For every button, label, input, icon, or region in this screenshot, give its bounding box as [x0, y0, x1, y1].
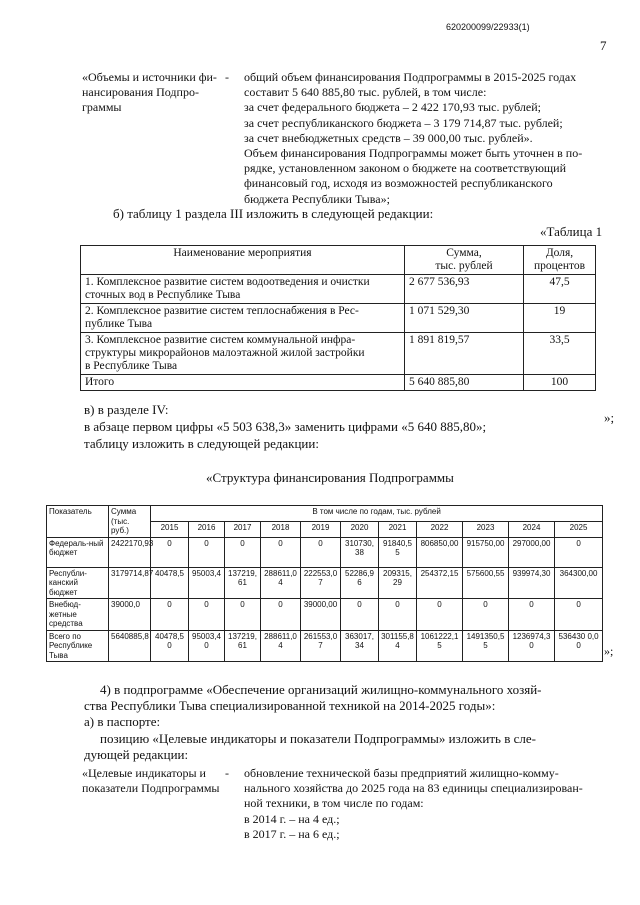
item-b: б) таблицу 1 раздела III изложить в следующей редакции: — [113, 206, 434, 221]
table1-cell: 19 — [524, 304, 596, 333]
table2-row-sum: 3179714,87 — [109, 567, 151, 599]
volumes-line: рядке, установленном законом о бюджете на соответствующий — [244, 161, 566, 176]
table2-cell: 297000,00 — [509, 537, 555, 567]
table2-cell: 288611,04 — [261, 630, 301, 662]
targets-dash: - — [225, 766, 229, 780]
volumes-line: за счет республиканского бюджета – 3 179 714,87 тыс. рублей; — [244, 115, 563, 130]
table2-cell: 0 — [151, 537, 189, 567]
volumes-text — [244, 70, 604, 207]
volumes-dash: - — [225, 70, 229, 84]
table2-cell: 0 — [261, 599, 301, 631]
table-row — [81, 275, 596, 304]
table1-header-cell: Наименование мероприятия — [81, 246, 405, 275]
table1-closing: »; — [604, 410, 615, 425]
table2-cell: 222553,07 — [301, 567, 341, 599]
targets-text — [244, 766, 604, 842]
table2-cell: 0 — [555, 599, 603, 631]
item-v-line2: в абзаце первом цифры «5 503 638,3» заменить цифрами «5 640 885,80»; — [84, 419, 487, 434]
table1-cell: 33,5 — [524, 333, 596, 375]
table2-cell: 91840,55 — [379, 537, 417, 567]
item-4-line2: ства Республики Тыва специализированной техникой на 2014-2025 годы»: — [84, 698, 496, 713]
table2-row-label: Всего по Республике Тыва — [47, 630, 109, 662]
volumes-line: бюджета Республики Тыва»; — [244, 191, 390, 206]
table2-cell: 39000,00 — [301, 599, 341, 631]
targets-label: «Целевые индикаторы и показатели Подпрограммы — [82, 766, 220, 796]
table2-cell: 310730,38 — [341, 537, 379, 567]
table2-year-header: 2025 — [555, 521, 603, 537]
table2-row-label: Внебюд-жетные средства — [47, 599, 109, 631]
table1-cell: 2. Комплексное развитие систем теплоснабжения в Рес- публике Тыва — [81, 304, 405, 333]
table1-header — [81, 246, 596, 275]
table1-cell: 3. Комплексное развитие систем коммунальной инфра- структуры микрорайонов малоэтажной жилой застройки в Республике Тыва — [81, 333, 405, 375]
table2-row-sum: 5640885,8 — [109, 630, 151, 662]
table1-cell: 1. Комплексное развитие систем водоотведения и очистки сточных вод в Республике Тыва — [81, 275, 405, 304]
table2-cell: 0 — [463, 599, 509, 631]
table2-cell: 0 — [341, 599, 379, 631]
table-row — [47, 599, 603, 631]
table2-cell: 939974,30 — [509, 567, 555, 599]
table2-row-label: Федераль-ный бюджет — [47, 537, 109, 567]
table1-header-cell: Доля, процентов — [524, 246, 596, 275]
table2-year-header: 2021 — [379, 521, 417, 537]
table2-cell: 0 — [225, 537, 261, 567]
targets-line: нального хозяйства до 2025 года на 83 единицы специализирован- — [244, 781, 583, 796]
table2-cell: 40478,50 — [151, 630, 189, 662]
table1 — [80, 245, 596, 391]
table2-cell: 288611,04 — [261, 567, 301, 599]
item-4-position-line2: дующей редакции: — [84, 747, 189, 762]
table2-year-header: 2016 — [189, 521, 225, 537]
table1-cell: 1 891 819,57 — [405, 333, 524, 375]
table-row — [47, 567, 603, 599]
table2-year-header: 2019 — [301, 521, 341, 537]
table2-cell: 0 — [189, 537, 225, 567]
table2-header-sum: Сумма (тыс. руб.) — [109, 506, 151, 538]
table2-header-indicator: Показатель — [47, 506, 109, 538]
table2-cell: 915750,00 — [463, 537, 509, 567]
table1-cell: 47,5 — [524, 275, 596, 304]
table2-title: «Структура финансирования Подпрограммы — [206, 470, 454, 485]
table2-cell: 0 — [225, 599, 261, 631]
table2-header-years: В том числе по годам, тыс. рублей — [151, 506, 603, 522]
table2-cell: 1236974,30 — [509, 630, 555, 662]
table1-cell: 100 — [524, 375, 596, 391]
table2-row-label: Республи-канский бюджет — [47, 567, 109, 599]
table2-cell: 137219,61 — [225, 630, 261, 662]
table1-cell: 5 640 885,80 — [405, 375, 524, 391]
volumes-line: за счет федерального бюджета – 2 422 170,93 тыс. рублей; — [244, 100, 542, 115]
table2-cell: 0 — [379, 599, 417, 631]
table2-year-header: 2024 — [509, 521, 555, 537]
table2-year-header: 2022 — [417, 521, 463, 537]
table2-cell: 0 — [189, 599, 225, 631]
table2-year-header: 2023 — [463, 521, 509, 537]
table2-cell: 301155,84 — [379, 630, 417, 662]
table2-cell: 806850,00 — [417, 537, 463, 567]
table2-closing: »; — [604, 644, 614, 658]
volumes-line: финансовый год, исходя из возможностей республиканского — [244, 176, 553, 191]
volumes-line: общий объем финансирования Подпрограммы в 2015-2025 годах — [244, 70, 577, 84]
table2-year-header: 2020 — [341, 521, 379, 537]
table2-cell: 0 — [261, 537, 301, 567]
volumes-label: «Объемы и источники фи- нансирования Подпро- граммы — [82, 70, 217, 115]
table2-row-sum: 39000,0 — [109, 599, 151, 631]
table2-cell: 0 — [417, 599, 463, 631]
table2-cell: 536430 0,00 — [555, 630, 603, 662]
table2-cell: 40478,5 — [151, 567, 189, 599]
table2 — [46, 505, 603, 662]
table-row — [81, 375, 596, 391]
targets-line: ной техники, в том числе по годам: — [244, 796, 424, 811]
table2-cell: 137219,61 — [225, 567, 261, 599]
table2-cell: 209315,29 — [379, 567, 417, 599]
table2-cell: 0 — [301, 537, 341, 567]
table2-cell: 0 — [555, 537, 603, 567]
volumes-line: Объем финансирования Подпрограммы может быть уточнен в по- — [244, 146, 583, 161]
table2-cell: 254372,15 — [417, 567, 463, 599]
page-number: 7 — [600, 38, 607, 53]
table2-cell: 95003,40 — [189, 630, 225, 662]
item-4-position: позицию «Целевые индикаторы и показатели Подпрограммы» изложить в сле- — [100, 731, 536, 746]
table2-cell: 52286,96 — [341, 567, 379, 599]
table2-cell: 1491350,55 — [463, 630, 509, 662]
item-v-line3: таблицу изложить в следующей редакции: — [84, 436, 319, 451]
document-id: 620200099/22933(1) — [446, 22, 530, 32]
targets-line: обновление технической базы предприятий жилищно-комму- — [244, 766, 559, 780]
table1-cell: Итого — [81, 375, 405, 391]
table2-year-header: 2018 — [261, 521, 301, 537]
table1-cell: 2 677 536,93 — [405, 275, 524, 304]
targets-line: в 2017 г. – на 6 ед.; — [244, 826, 340, 841]
table-row — [81, 304, 596, 333]
table2-cell: 0 — [151, 599, 189, 631]
table2-cell: 0 — [509, 599, 555, 631]
table2-cell: 1061222,15 — [417, 630, 463, 662]
table2-year-header: 2015 — [151, 521, 189, 537]
table-row — [47, 630, 603, 662]
volumes-line: составит 5 640 885,80 тыс. рублей, в том числе: — [244, 85, 487, 100]
item-4-a: а) в паспорте: — [84, 714, 161, 729]
table2-cell: 95003,4 — [189, 567, 225, 599]
table2-row-sum: 2422170,93 — [109, 537, 151, 567]
table1-caption: «Таблица 1 — [540, 224, 603, 239]
table2-cell: 575600,55 — [463, 567, 509, 599]
volumes-line: за счет внебюджетных средств – 39 000,00 тыс. рублей». — [244, 130, 533, 145]
table-row — [47, 537, 603, 567]
item-v: в) в разделе IV: — [84, 402, 169, 417]
table2-header — [47, 506, 603, 522]
table2-year-header: 2017 — [225, 521, 261, 537]
table1-header-cell: Сумма, тыс. рублей — [405, 246, 524, 275]
item-4: 4) в подпрограмме «Обеспечение организаций жилищно-коммунального хозяй- — [100, 682, 542, 697]
table2-cell: 363017,34 — [341, 630, 379, 662]
targets-line: в 2014 г. – на 4 ед.; — [244, 811, 340, 826]
table2-cell: 261553,07 — [301, 630, 341, 662]
table1-cell: 1 071 529,30 — [405, 304, 524, 333]
table-row — [81, 333, 596, 375]
table2-cell: 364300,00 — [555, 567, 603, 599]
